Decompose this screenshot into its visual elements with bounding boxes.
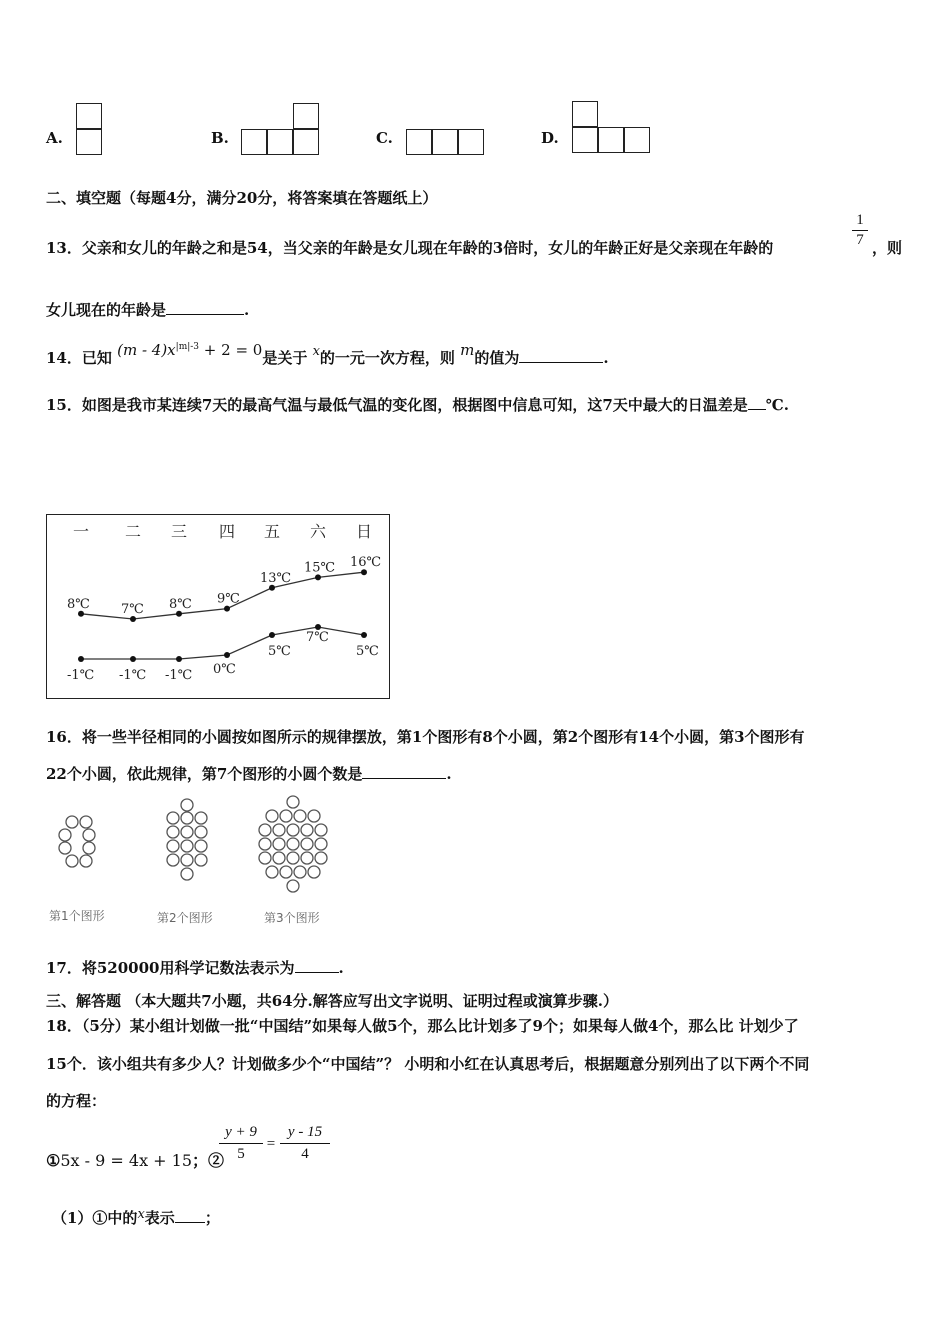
temp-point	[269, 632, 275, 638]
q13-text: 13．父亲和女儿的年龄之和是54，当父亲的年龄是女儿现在年龄的3倍时，女儿的年龄正好是父亲现在年龄的	[46, 239, 774, 257]
temp-label: 15℃	[304, 560, 336, 576]
figure-1-caption: 第1个图形	[49, 909, 105, 923]
temp-label: 8℃	[169, 596, 192, 612]
q15-text: 15．如图是我市某连续7天的最高气温与最低气温的变化图，根据图中信息可知，这7天中最大的日温差是	[46, 396, 748, 414]
frac-bar	[280, 1143, 330, 1144]
square	[267, 129, 293, 155]
eq2-left-den: 5	[237, 1146, 245, 1162]
small-circle	[280, 866, 292, 878]
temp-label: 7℃	[121, 602, 144, 617]
figure-1	[59, 816, 95, 867]
figure-2-caption: 第2个图形	[157, 911, 213, 925]
small-circle	[301, 852, 313, 864]
day-label: 一	[72, 522, 90, 541]
section-3-title: 三、解答题	[46, 992, 122, 1010]
small-circle	[273, 838, 285, 850]
q18-line2: 15个．该小组共有多少人？计划做多少个“中国结”？ 小明和小红在认真思考后，根据题意分别列出了以下两个不同	[46, 1055, 810, 1073]
small-circle	[167, 812, 179, 824]
section-2-heading: 二、填空题（每题4分，满分20分，将答案填在答题纸上）	[46, 189, 438, 207]
circle-pattern-figures	[40, 792, 350, 902]
q14-exp: |m|-3	[175, 342, 200, 352]
small-circle	[181, 799, 193, 811]
q13-line2-text: 女儿现在的年龄是	[46, 301, 167, 319]
q18-equations	[46, 1148, 224, 1171]
q18-sub1	[52, 1207, 220, 1228]
eq2-fraction-left	[219, 1124, 263, 1163]
temp-label: 9℃	[217, 591, 240, 607]
eq2-fraction-right	[280, 1124, 330, 1163]
small-circle	[66, 816, 78, 828]
temp-label: 16℃	[350, 555, 382, 571]
eq1: 5x - 9 = 4x + 15	[60, 1151, 193, 1170]
temp-point	[361, 632, 367, 638]
small-circle	[301, 838, 313, 850]
small-circle	[308, 810, 320, 822]
small-circle	[167, 854, 179, 866]
square	[572, 101, 598, 127]
small-circle	[80, 816, 92, 828]
small-circle	[167, 826, 179, 838]
day-label: 六	[309, 522, 327, 541]
square	[624, 127, 650, 153]
small-circle	[181, 826, 193, 838]
small-circle	[259, 838, 271, 850]
q14-eq: (m - 4)x	[117, 341, 176, 359]
q13-frac-den: 7	[856, 232, 864, 248]
sub1-var: x	[137, 1207, 145, 1222]
temperature-chart	[46, 514, 390, 699]
option-c-label: C.	[376, 129, 393, 147]
temp-label: 5℃	[356, 644, 379, 659]
q14-suffix: 的值为	[474, 349, 520, 367]
q14-mid: 是关于	[262, 349, 308, 367]
figure-3-caption: 第3个图形	[264, 911, 320, 925]
small-circle	[294, 810, 306, 822]
sub1-tail: 表示	[144, 1209, 175, 1227]
sub1-end: ；	[204, 1209, 220, 1227]
temp-label: 0℃	[213, 662, 236, 677]
temp-label: 5℃	[268, 644, 291, 659]
small-circle	[287, 796, 299, 808]
answer-blank[interactable]	[748, 395, 766, 410]
temp-point	[224, 652, 230, 658]
sub1-text: （1）①中的	[52, 1209, 138, 1227]
q17-text: 17．将520000用科学记数法表示为	[46, 959, 295, 977]
eq1-mark: ①	[46, 1151, 61, 1170]
small-circle	[273, 824, 285, 836]
q16-line2	[46, 763, 452, 784]
eq2-right-den: 4	[301, 1146, 309, 1162]
frac-bar	[219, 1143, 263, 1144]
small-circle	[259, 852, 271, 864]
answer-blank[interactable]	[295, 958, 339, 973]
temp-label: 13℃	[260, 570, 292, 586]
eq2-right-num: y - 15	[287, 1124, 323, 1140]
square	[458, 129, 484, 155]
answer-blank[interactable]	[362, 764, 446, 779]
q13-fraction	[850, 212, 870, 249]
day-label: 二	[124, 522, 142, 541]
q14-var-m: m	[460, 341, 475, 359]
small-circle	[315, 838, 327, 850]
q13-line1	[46, 237, 773, 258]
square	[76, 103, 102, 129]
small-circle	[83, 829, 95, 841]
q17-end: .	[338, 959, 344, 977]
small-circle	[315, 852, 327, 864]
q18-line1: 18．（5分）某小组计划做一批“中国结”如果每人做5个，那么比计划多了9个；如果每人做4个，那么比 计划少了	[46, 1017, 799, 1035]
square	[598, 127, 624, 153]
small-circle	[266, 866, 278, 878]
small-circle	[315, 824, 327, 836]
q14-eq-rest: + 2 = 0	[199, 341, 263, 359]
answer-blank[interactable]	[166, 300, 244, 315]
square	[432, 129, 458, 155]
temp-point	[130, 656, 136, 662]
q16-line1: 16．将一些半径相同的小圆按如图所示的规律摆放，第1个图形有8个小圆，第2个图形有14个小圆，第3个图形有	[46, 728, 805, 746]
q16-line2-text: 22个小圆，依此规律，第7个图形的小圆个数是	[46, 765, 363, 783]
eq2-equals: =	[266, 1136, 276, 1152]
small-circle	[259, 824, 271, 836]
day-label: 五	[263, 522, 281, 541]
square	[241, 129, 267, 155]
small-circle	[181, 868, 193, 880]
eq2-left-num: y + 9	[225, 1124, 257, 1140]
day-label: 日	[355, 522, 373, 541]
temp-label: 7℃	[306, 630, 329, 645]
q14-var-x: x	[312, 344, 320, 359]
answer-blank[interactable]	[175, 1208, 205, 1223]
section-3-sub: （本大题共7小题，共64分.解答应写出文字说明、证明过程或演算步骤.）	[126, 992, 619, 1010]
q13-tail: ，则	[872, 239, 903, 257]
figure-2	[167, 799, 207, 880]
option-a-label: A.	[46, 129, 63, 147]
square	[293, 103, 319, 129]
small-circle	[287, 852, 299, 864]
temp-label: -1℃	[119, 668, 147, 683]
small-circle	[280, 810, 292, 822]
square	[572, 127, 598, 153]
q13-end: .	[244, 301, 250, 319]
temp-label: 8℃	[67, 596, 90, 612]
q14-equation	[117, 341, 262, 359]
temp-point	[78, 656, 84, 662]
small-circle	[287, 838, 299, 850]
temperature-chart-svg	[47, 515, 388, 697]
q17-line	[46, 957, 344, 978]
day-label: 四	[218, 522, 236, 541]
small-circle	[273, 852, 285, 864]
small-circle	[287, 880, 299, 892]
q18-line3: 的方程：	[46, 1092, 107, 1110]
small-circle	[266, 810, 278, 822]
answer-blank[interactable]	[519, 348, 603, 363]
small-circle	[167, 840, 179, 852]
small-circle	[80, 855, 92, 867]
temp-label: -1℃	[67, 668, 95, 683]
option-d-label: D.	[541, 129, 559, 147]
small-circle	[308, 866, 320, 878]
q13-frac-num: 1	[856, 212, 864, 228]
small-circle	[181, 840, 193, 852]
temp-point	[176, 656, 182, 662]
q14-line	[46, 341, 609, 368]
figure-3	[259, 796, 327, 892]
q14-end: .	[603, 349, 609, 367]
small-circle	[181, 854, 193, 866]
small-circle	[195, 854, 207, 866]
small-circle	[66, 855, 78, 867]
q15-line	[46, 394, 789, 415]
small-circle	[59, 829, 71, 841]
small-circle	[83, 842, 95, 854]
small-circle	[181, 812, 193, 824]
q15-unit: ℃.	[765, 396, 789, 414]
square	[76, 129, 102, 155]
q14-mid2: 的一元一次方程，则	[319, 349, 455, 367]
q14-prefix: 14．已知	[46, 349, 112, 367]
eq-separator: ；②	[192, 1151, 225, 1170]
small-circle	[59, 842, 71, 854]
square	[406, 129, 432, 155]
small-circle	[195, 840, 207, 852]
small-circle	[195, 826, 207, 838]
option-b-label: B.	[211, 129, 229, 147]
section-3-heading	[46, 990, 618, 1011]
small-circle	[301, 824, 313, 836]
small-circle	[287, 824, 299, 836]
small-circle	[294, 866, 306, 878]
q13-line2	[46, 299, 249, 320]
square	[293, 129, 319, 155]
temp-label: -1℃	[165, 668, 193, 683]
small-circle	[195, 812, 207, 824]
day-label: 三	[170, 522, 188, 541]
q13-frac-bar	[852, 230, 868, 231]
q16-end: .	[446, 765, 452, 783]
